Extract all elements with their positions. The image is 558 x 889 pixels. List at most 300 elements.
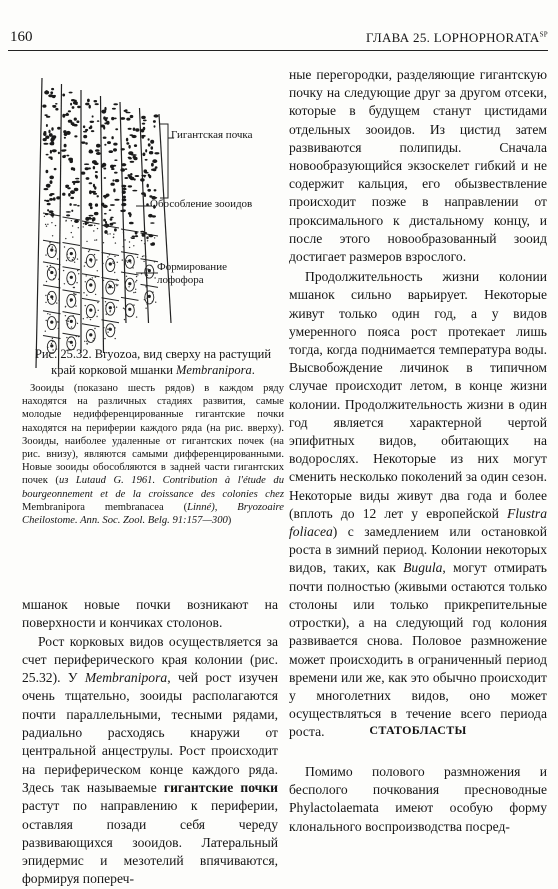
label-lophophore-2: лофофора [157, 274, 204, 286]
tissue-dot [67, 323, 68, 324]
giant-bud-granule [147, 184, 149, 188]
zooid-partition [63, 217, 81, 220]
tissue-dot [87, 343, 88, 344]
tissue-dot [143, 261, 144, 262]
tissue-dot [72, 345, 73, 346]
giant-bud-granule [122, 209, 126, 211]
giant-bud-granule [128, 128, 132, 130]
giant-bud-granule [74, 118, 77, 121]
tissue-dot [47, 253, 48, 254]
giant-bud-granule [52, 105, 56, 107]
tissue-dot [128, 260, 129, 261]
giant-bud-granule [149, 175, 152, 178]
zooid-partition [82, 324, 100, 327]
giant-bud-granule [81, 141, 85, 143]
tissue-dot [45, 331, 46, 332]
tissue-dot [74, 262, 75, 263]
giant-bud-granule [140, 178, 145, 181]
giant-bud-granule [120, 168, 125, 171]
tissue-dot [58, 300, 59, 301]
tissue-dot [84, 341, 85, 342]
giant-bud-granule [46, 154, 49, 156]
giant-bud-granule [72, 106, 75, 109]
tissue-dot [123, 232, 124, 233]
figure-membranipora [18, 68, 278, 368]
tissue-dot [113, 263, 114, 264]
giant-bud-granule [62, 114, 65, 118]
giant-bud-granule [67, 187, 70, 189]
giant-bud-granule [81, 172, 85, 175]
giant-bud-granule [51, 127, 53, 130]
giant-bud-granule [130, 161, 135, 163]
tissue-dot [85, 262, 86, 263]
tissue-dot [68, 318, 69, 319]
giant-bud-granule [43, 143, 48, 145]
giant-bud-granule [148, 143, 151, 146]
giant-bud-granule [128, 157, 132, 159]
label-lophophore-1: Формирование [157, 261, 227, 273]
giant-bud-granule [142, 153, 145, 157]
giant-bud-granule [95, 203, 98, 206]
tissue-dot [109, 233, 110, 234]
paragraph-lifespan-text-c: , могут отмирать почти полностью (живыми остаются только столоны или только прикрепительные отростки), а на следующий год колония развивается снова. Половое размножение может происходить в ограниченный период времени или же, как это обычно происходит у многолетних видов, оно может осуществляться в течение всего периода роста. [289, 560, 547, 740]
tissue-dot [52, 341, 53, 342]
zooid-partition [102, 320, 120, 323]
giant-bud-granule [74, 135, 77, 137]
giant-bud-granule [47, 209, 49, 211]
giant-bud-granule [71, 210, 73, 212]
polypide-nucleus [89, 283, 92, 286]
tissue-dot [57, 258, 58, 259]
tissue-dot [144, 299, 145, 300]
giant-bud-granule [151, 163, 154, 167]
giant-bud-granule [122, 198, 127, 201]
tissue-dot [106, 304, 107, 305]
giant-bud-granule [112, 108, 116, 110]
tissue-dot [65, 220, 66, 221]
giant-bud-granule [113, 103, 118, 105]
giant-bud-granule [95, 171, 98, 173]
tissue-dot [147, 240, 148, 241]
giant-bud-granule [64, 144, 67, 148]
giant-bud-granule [130, 177, 134, 180]
tissue-dot [128, 316, 129, 317]
label-zooid-separation: Обособление зооидов [150, 198, 253, 210]
left-column [22, 596, 278, 889]
giant-bud-granule [154, 125, 156, 127]
tissue-dot [49, 246, 50, 247]
tissue-dot [127, 262, 128, 263]
tissue-dot [103, 327, 104, 328]
tissue-dot [107, 256, 108, 257]
tissue-dot [104, 338, 105, 339]
tissue-dot [154, 277, 155, 278]
tissue-dot [115, 284, 116, 285]
tissue-dot [45, 302, 46, 303]
giant-bud-granule [48, 94, 53, 97]
zooid-partition [102, 253, 120, 256]
tissue-dot [71, 220, 72, 221]
giant-bud-granule [62, 193, 65, 196]
giant-bud-granule [89, 149, 93, 153]
giant-bud-granule [49, 198, 53, 201]
tissue-dot [144, 243, 145, 244]
zooid-partition [82, 248, 100, 251]
tissue-dot [98, 310, 99, 311]
polypide-nucleus [70, 276, 73, 279]
giant-bud-granule [141, 129, 145, 133]
paragraph-lifespan [289, 268, 547, 741]
giant-bud-granule [86, 177, 90, 180]
tissue-dot [96, 259, 97, 260]
tissue-dot [86, 241, 87, 242]
figure-caption [22, 347, 284, 527]
tissue-dot [45, 295, 46, 296]
giant-bud-granule [73, 168, 75, 171]
giant-bud-granule [70, 103, 72, 106]
giant-bud-granule [150, 222, 154, 224]
giant-bud-granule [69, 203, 71, 206]
giant-bud-granule [129, 222, 134, 225]
tissue-dot [116, 307, 117, 308]
giant-bud-granule [83, 135, 87, 138]
tissue-dot [113, 234, 114, 235]
giant-bud-granule [87, 99, 90, 103]
tissue-dot [92, 277, 93, 278]
tissue-dot [52, 298, 53, 299]
caption-end: ) [227, 515, 232, 527]
tissue-dot [58, 279, 59, 280]
giant-bud-granule [46, 200, 50, 202]
paragraph-statoblasts: Помимо полового размножения и бесполого почкования пресноводные Phylactolaemata имеют особую форму клонального воспроизводства посред- [289, 764, 547, 834]
tissue-dot [73, 293, 74, 294]
tissue-dot [87, 317, 88, 318]
tissue-dot [78, 336, 79, 337]
tissue-dot [91, 261, 92, 262]
giant-bud-granule [115, 128, 118, 130]
tissue-dot [114, 327, 115, 328]
tissue-dot [47, 224, 48, 225]
giant-bud-granule [46, 170, 49, 173]
giant-bud-granule [77, 106, 81, 109]
giant-bud-granule [90, 206, 93, 209]
tissue-dot [83, 226, 84, 227]
giant-bud-granule [58, 152, 60, 155]
tissue-dot [114, 256, 115, 257]
tissue-dot [106, 227, 107, 228]
tissue-dot [102, 263, 103, 264]
giant-bud-granule [89, 203, 93, 207]
genus-bugula: Bugula [403, 560, 443, 576]
giant-bud-granule [46, 116, 50, 118]
tissue-dot [115, 242, 116, 243]
tissue-dot [145, 286, 146, 287]
giant-bud-granule [96, 152, 101, 155]
tissue-dot [150, 265, 151, 266]
giant-bud-granule [113, 148, 117, 151]
tissue-dot [103, 280, 104, 281]
tissue-dot [51, 340, 52, 341]
tissue-dot [76, 336, 77, 337]
tissue-dot [107, 233, 108, 234]
tissue-dot [147, 268, 148, 269]
giant-bud-granule [126, 118, 130, 121]
tissue-dot [125, 313, 126, 314]
giant-bud-granule [68, 110, 71, 112]
tissue-dot [47, 313, 48, 314]
zooid-partition [102, 278, 120, 281]
tissue-dot [49, 294, 50, 295]
giant-bud-granule [123, 187, 125, 190]
giant-bud-granule [154, 152, 159, 154]
giant-bud-granule [88, 224, 93, 226]
giant-bud-granule [128, 212, 131, 215]
tissue-dot [129, 241, 130, 242]
tissue-dot [154, 237, 155, 238]
tissue-dot [108, 287, 109, 288]
giant-bud-granule [89, 215, 94, 217]
tissue-dot [78, 227, 79, 228]
tissue-dot [145, 308, 146, 309]
tissue-dot [122, 259, 123, 260]
giant-bud-granule [121, 203, 126, 207]
zooid-partition [43, 336, 61, 339]
right-column [289, 66, 547, 742]
zooid-partition [63, 290, 81, 293]
tissue-dot [71, 326, 72, 327]
paragraph-partitions: ные перегородки, разделяющие гигантскую почку на следующие друг за другом отсеки, которые в будущем станут цистидами отдельных зооидов. Из цистид затем развиваются полипиды. Сначала новообразующийся экзоскелет гибкий и не содержит кальция, его обызвествление происходит позже в направлении от проксимального к дистальному концу, и после этого новообразованный зооид достигает размеров взрослого. [289, 67, 547, 265]
giant-bud-granule [101, 110, 106, 114]
giant-bud-granule [96, 175, 98, 178]
giant-bud-granule [110, 217, 113, 219]
paragraph-growth-text-a: Рост корковых видов осуществляется за счет периферического края колонии (рис. 25.32). У [22, 633, 278, 686]
label-giant-bud: Гигантская почка [171, 129, 253, 141]
tissue-dot [64, 283, 65, 284]
giant-bud-granule [69, 92, 73, 94]
zooid-partition [63, 267, 81, 270]
page-header [8, 28, 548, 51]
tissue-dot [49, 314, 50, 315]
tissue-dot [94, 225, 95, 226]
tissue-dot [135, 281, 136, 282]
tissue-dot [107, 332, 108, 333]
tissue-dot [49, 242, 50, 243]
caption-ref-2: ( [163, 501, 188, 513]
giant-bud-granule [110, 183, 114, 186]
giant-bud-granule [52, 135, 56, 138]
tissue-dot [67, 281, 68, 282]
giant-bud-granule [73, 204, 77, 206]
polypide-nucleus [128, 308, 131, 311]
giant-bud-granule [128, 145, 130, 149]
species-flustra: Flustra foliacea [289, 505, 547, 540]
giant-bud-granule [65, 185, 69, 188]
tissue-dot [49, 269, 50, 270]
term-giant-buds: гигантские почки [163, 779, 278, 795]
giant-bud-granule [132, 236, 136, 238]
paragraph-lifespan-text-b: ) с замедлением или остановкой роста в зимний период. Колонии некоторых видов, таких, как [289, 524, 547, 576]
tissue-dot [112, 261, 113, 262]
tissue-dot [75, 305, 76, 306]
giant-bud-granule [45, 136, 49, 139]
giant-bud-granule [77, 205, 80, 207]
tissue-dot [132, 267, 133, 268]
row-wall-1 [59, 84, 62, 368]
giant-bud-granule [74, 188, 79, 191]
tissue-dot [136, 280, 137, 281]
giant-bud-granule [53, 197, 56, 201]
giant-bud-granule [104, 213, 107, 215]
tissue-dot [93, 340, 94, 341]
polypide-nucleus [89, 258, 92, 261]
tissue-dot [85, 281, 86, 282]
polypide-nucleus [89, 309, 92, 312]
tissue-dot [105, 305, 106, 306]
giant-bud-granule [83, 131, 87, 133]
polypide-nucleus [50, 321, 53, 324]
tissue-dot [95, 276, 96, 277]
tissue-dot [133, 304, 134, 305]
giant-bud-granule [85, 103, 89, 106]
giant-bud-granule [55, 103, 58, 105]
giant-bud-granule [105, 117, 108, 121]
zooid-partition [121, 297, 139, 300]
giant-bud-granule [66, 155, 69, 157]
tissue-dot [94, 254, 95, 255]
caption-species: Membranipora membranacea [22, 501, 164, 513]
giant-bud-granule [144, 176, 146, 178]
tissue-dot [124, 308, 125, 309]
giant-bud-granule [114, 172, 118, 174]
giant-bud-granule [64, 155, 66, 158]
giant-bud-granule [70, 190, 75, 194]
tissue-dot [51, 343, 52, 344]
row-wall-4 [120, 102, 126, 323]
giant-bud-granule [104, 205, 106, 207]
giant-bud-granule [123, 196, 126, 199]
giant-bud-granule [70, 197, 74, 199]
zooid-partition [121, 272, 139, 275]
tissue-dot [53, 278, 54, 279]
giant-bud-granule [43, 132, 46, 136]
tissue-dot [124, 239, 125, 240]
tissue-dot [96, 316, 97, 317]
giant-bud-granule [151, 146, 154, 149]
tissue-dot [72, 225, 73, 226]
giant-bud-granule [141, 116, 146, 119]
section-heading-statoblasts: СТАТОБЛАСТЫ [369, 723, 467, 737]
polypide-nucleus [128, 282, 131, 285]
tissue-dot [73, 291, 74, 292]
zooid-partition [63, 312, 81, 315]
giant-bud-granule [56, 196, 60, 199]
tissue-dot [72, 259, 73, 260]
giant-bud-granule [94, 212, 99, 215]
giant-bud-granule [114, 228, 117, 231]
tissue-dot [55, 275, 56, 276]
giant-bud-granule [114, 159, 117, 161]
tissue-dot [58, 269, 59, 270]
giant-bud-granule [126, 138, 128, 142]
polypide-nucleus [70, 252, 73, 255]
tissue-dot [116, 285, 117, 286]
tissue-dot [95, 294, 96, 295]
tissue-dot [78, 273, 79, 274]
giant-bud-granule [110, 165, 114, 169]
tissue-dot [94, 328, 95, 329]
tissue-dot [88, 341, 89, 342]
giant-bud-granule [103, 137, 107, 139]
tissue-dot [76, 282, 77, 283]
tissue-dot [95, 312, 96, 313]
giant-bud-granule [75, 103, 77, 105]
tissue-dot [69, 336, 70, 337]
tissue-dot [90, 278, 91, 279]
giant-bud-granule [85, 142, 88, 144]
tissue-dot [137, 257, 138, 258]
giant-bud-granule [50, 193, 55, 195]
tissue-dot [110, 310, 111, 311]
tissue-dot [97, 228, 98, 229]
giant-bud-granule [133, 128, 136, 131]
giant-bud-granule [132, 154, 137, 156]
tissue-dot [88, 251, 89, 252]
giant-bud-granule [142, 123, 145, 125]
row-wall-3 [101, 96, 104, 353]
giant-bud-granule [140, 231, 144, 233]
giant-bud-granule [89, 127, 92, 130]
giant-bud-granule [130, 115, 134, 118]
tissue-dot [89, 249, 90, 250]
giant-bud-granule [63, 149, 66, 151]
tissue-dot [97, 270, 98, 271]
giant-bud-granule [110, 218, 113, 221]
tissue-dot [116, 279, 117, 280]
tissue-dot [86, 295, 87, 296]
giant-bud-granule [111, 168, 115, 170]
giant-bud-granule [49, 176, 54, 180]
tissue-dot [124, 319, 125, 320]
bryozoa-illustration [18, 68, 278, 368]
tissue-dot [72, 236, 73, 237]
tissue-dot [77, 258, 78, 259]
giant-bud-granule [133, 157, 137, 161]
tissue-dot [147, 275, 148, 276]
giant-bud-granule [88, 167, 91, 169]
tissue-dot [109, 328, 110, 329]
caption-body [22, 382, 284, 527]
page-number: 160 [10, 29, 33, 45]
running-head-text: ГЛАВА 25. LOPHOPHORATA [366, 30, 540, 45]
tissue-dot [83, 318, 84, 319]
caption-title [22, 347, 284, 378]
giant-bud-granule [145, 149, 147, 152]
giant-bud-granule [95, 149, 100, 152]
giant-bud-granule [124, 177, 128, 179]
tissue-dot [55, 225, 56, 226]
tissue-dot [152, 292, 153, 293]
giant-bud-granule [42, 105, 46, 108]
giant-bud-granule [104, 122, 107, 124]
tissue-dot [65, 306, 66, 307]
giant-bud-granule [52, 149, 57, 152]
caption-title-end: . [251, 362, 255, 377]
zooid-partition [141, 259, 159, 262]
tissue-dot [133, 292, 134, 293]
giant-bud-granule [50, 150, 52, 154]
giant-bud-granule [155, 166, 158, 169]
polypide-nucleus [70, 320, 73, 323]
